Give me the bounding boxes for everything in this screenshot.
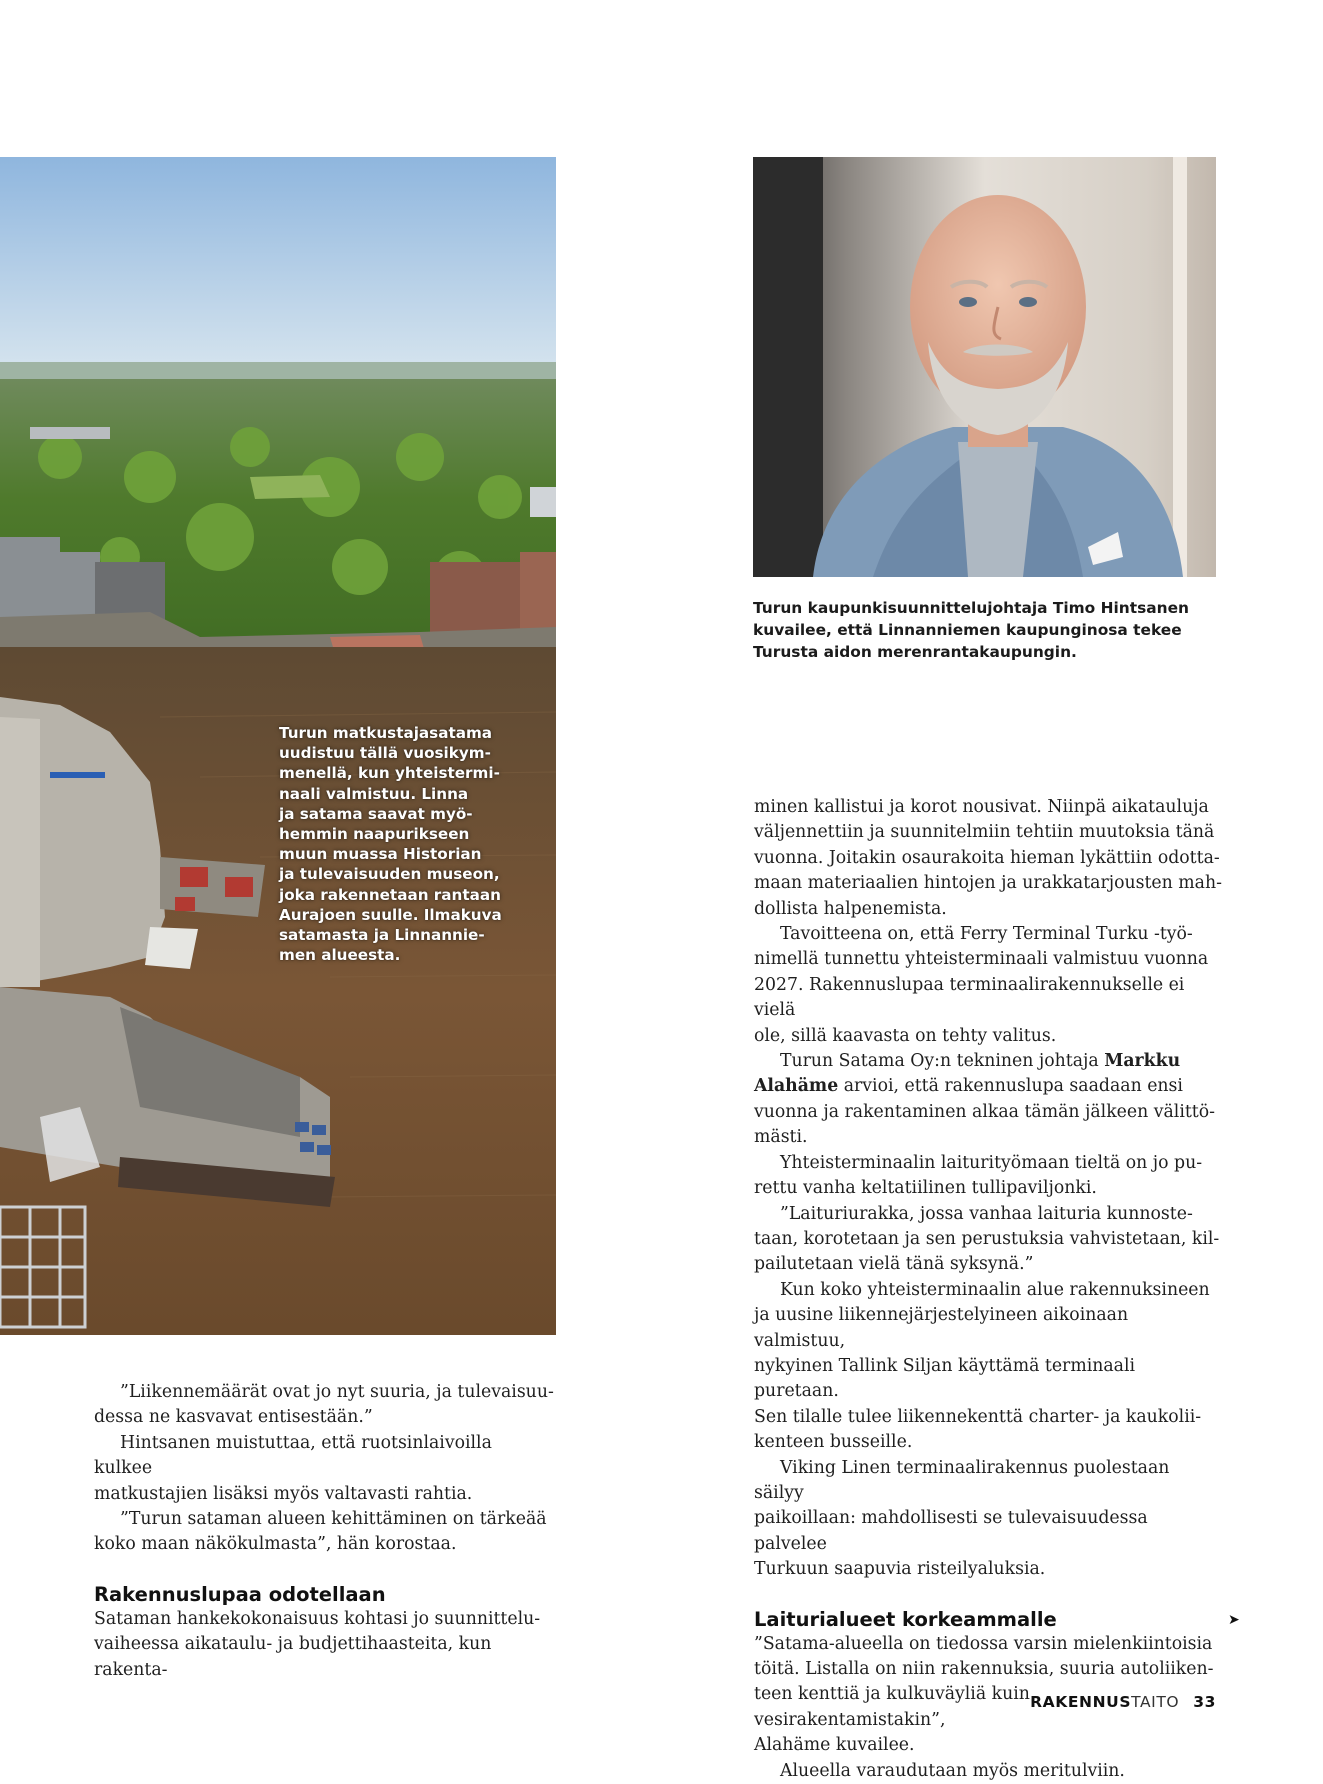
paragraph: Tavoitteena on, että Ferry Terminal Turku -työ- nimellä tunnettu yhteisterminaali valmistuu vuonna 2027. Rakennuslupaa terminaalirakennukselle ei vielä ole, sillä kaavasta on tehty valitus. [754,924,1209,1046]
paragraph: Sataman hankekokonaisuus kohtasi jo suunnittelu- vaiheessa aikataulu- ja budjettihaasteita, kun rakenta- [94,1608,541,1680]
paragraph-text: Turun Satama Oy:n tekninen johtaja [780,1051,1105,1072]
paragraph [754,1049,1224,1151]
left-text-column [94,1380,554,1683]
paragraph: Viking Linen terminaalirakennus puolestaan säilyy paikoillaan: mahdollisesti se tulevaisuudessa palvelee Turkuun saapuvia risteilyaluksia. [754,1457,1170,1580]
person-name: Alahäme [754,1076,839,1097]
magazine-brand-bold: RAKENNUS [1030,1693,1132,1711]
right-text-column [754,795,1224,1784]
person-name: Markku [1104,1051,1181,1072]
section-heading: Laiturialueet korkeammalle [754,1607,1057,1631]
paragraph: Kun koko yhteisterminaalin alue rakennuksineen ja uusine liikennejärjestelyineen aikoinaan valmistuu, nykyinen Tallink Siljan käyttämä terminaali puretaan. Sen tilalle tulee liikennekenttä charter- ja kaukolii- kenteen busseille. [754,1279,1210,1453]
paragraph: ”Turun sataman alueen kehittäminen on tärkeää koko maan näkökulmasta”, hän korostaa. [94,1509,547,1555]
paragraph: ”Satama-alueella on tiedossa varsin mielenkiintoisia töitä. Listalla on niin rakennuksia, suuria autoliiken- teen kenttiä ja kulkuväyliä kuin vesirakentamistakin”, Alahäme kuvailee. [754,1633,1214,1756]
paragraph: Alueella varaudutaan myös meritulviin. [780,1760,1125,1781]
portrait-caption: Turun kaupunkisuunnittelujohtaja Timo Hintsanen kuvailee, että Linnanniemen kaupunginosa tekee Turusta aidon merenrantakaupungin. [753,599,1189,661]
paragraph: ”Laituriurakka, jossa vanhaa laituria kunnoste- taan, korotetaan ja sen perustuksia vahvistetaan, kil- pailutetaan vielä tänä syksynä.” [754,1203,1220,1275]
paragraph: Hintsanen muistuttaa, että ruotsinlaivoilla kulkee matkustajien lisäksi myös valtavasti rahtia. [94,1432,492,1504]
section-heading: Rakennuslupaa odotellaan [94,1582,386,1606]
paragraph: minen kallistui ja korot nousivat. Niinpä aikatauluja väljennettiin ja suunnitelmiin tehtiin muutoksia tänä vuonna. Joitakin osaurakoita hieman lykättiin odotta- maan materiaalien hintojen ja urakkatarjousten mah- dollista halpenemista. [754,797,1222,919]
paragraph-text: arvioi, että rakennuslupa saadaan ensi vuonna ja rakentaminen alkaa tämän jälkeen välittö- mästi. [754,1076,1215,1148]
continue-arrow-icon: ➤ [1228,1612,1240,1628]
page-footer [1030,1693,1216,1711]
aerial-photo-caption: Turun matkustajasatama uudistuu tällä vuosikym- menellä, kun yhteistermi- naali valmistuu. Linna ja satama saavat myö- hemmin naapurikseen muun muassa Historian ja tulevaisuuden museon, joka rakennetaan rantaan Aurajoen suulle. Ilmakuva satamasta ja Linnannie- men alueesta. [279,724,502,965]
portrait-photo [753,157,1216,577]
magazine-brand-light: TAITO [1131,1693,1180,1711]
paragraph: ”Liikennemäärät ovat jo nyt suuria, ja tulevaisuu- dessa ne kasvavat entisestään.” [94,1382,554,1428]
paragraph: Yhteisterminaalin laiturityömaan tieltä on jo pu- rettu vanha keltatiilinen tullipaviljonki. [754,1152,1203,1199]
page-number: 33 [1193,1693,1216,1711]
